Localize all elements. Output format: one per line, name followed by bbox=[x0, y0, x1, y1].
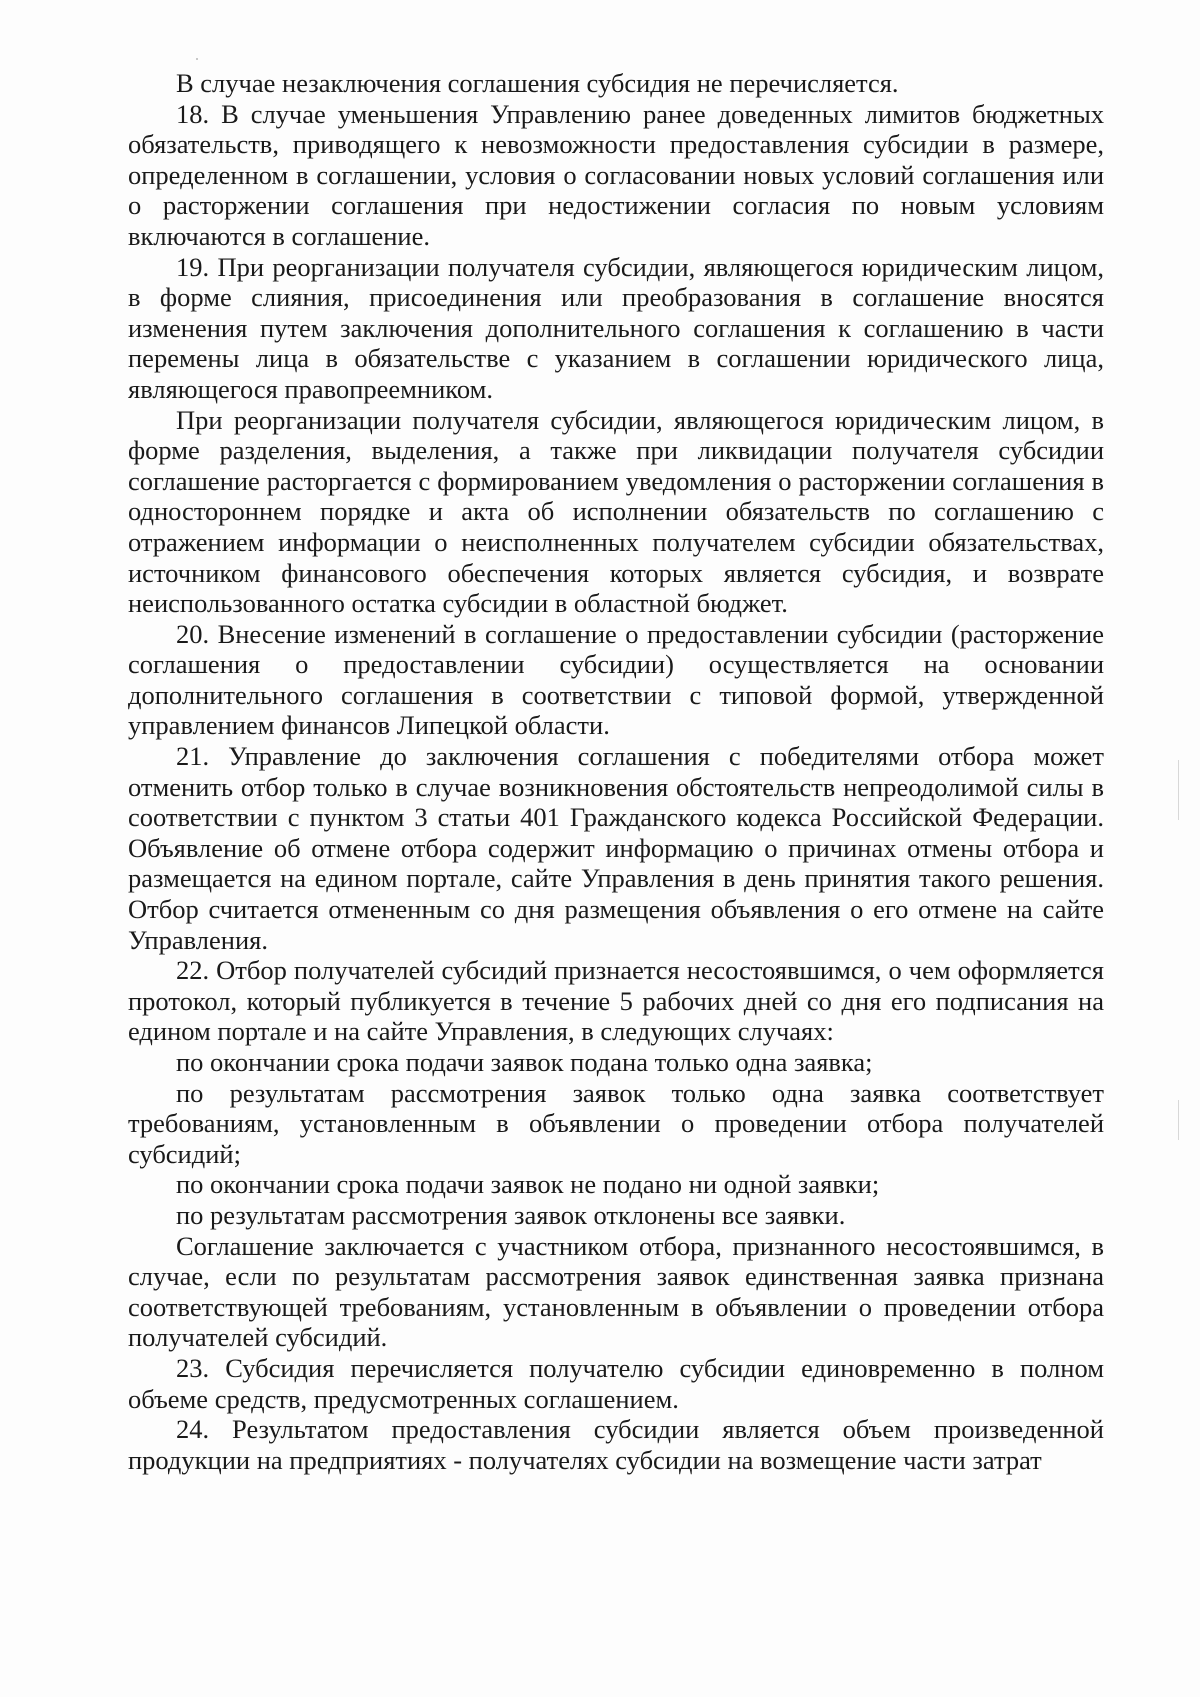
paragraph: 23. Субсидия перечисляется получателю субсидии единовременно в полном объеме средств, предусмотренных соглашением. bbox=[128, 1352, 1104, 1414]
paragraph: 22. Отбор получателей субсидий признается несостоявшимся, о чем оформляется протокол, который публикуется в течение 5 рабочих дней со дня его подписания на едином портале и на сайте Управления, в следующих случаях: bbox=[128, 955, 1104, 1047]
list-item: по результатам рассмотрения заявок отклонены все заявки. bbox=[176, 1199, 846, 1230]
paragraph: 20. Внесение изменений в соглашение о предоставлении субсидии (расторжение соглашения о предоставлении субсидии) осуществляется на основании дополнительного соглашения в соответствии с типовой формой, утвержденной управлением финансов Липецкой области. bbox=[128, 618, 1104, 741]
scan-edge-mark bbox=[1178, 760, 1179, 820]
paragraph: 24. Результатом предоставления субсидии является объем произведенной продукции на предприятиях - получателях субсидии на возмещение части затрат bbox=[128, 1414, 1104, 1475]
scan-artifact-dot bbox=[196, 58, 198, 60]
paragraph: 21. Управление до заключения соглашения с победителями отбора может отменить отбор только в случае возникновения обстоятельств непреодолимой силы в соответствии с пунктом 3 статьи 401 Гражданского кодекса Российской Федерации. Объявление об отмене отбора содержит информацию о причинах отмены отбора и размещается на едином портале, сайте Управления в день принятия такого решения. Отбор считается отмененным со дня размещения объявления о его отмене на сайте Управления. bbox=[128, 741, 1104, 955]
document-body bbox=[128, 68, 1104, 1475]
list-item: по окончании срока подачи заявок не подано ни одной заявки; bbox=[176, 1169, 880, 1200]
scan-edge-mark bbox=[1178, 1100, 1179, 1140]
paragraph: 18. В случае уменьшения Управлению ранее доведенных лимитов бюджетных обязательств, приводящего к невозможности предоставления субсидии в размере, определенном в соглашении, условия о согласовании новых условий соглашения или о расторжении соглашения при недостижении согласия по новым условиям включаются в соглашение. bbox=[128, 98, 1104, 251]
paragraph: 19. При реорганизации получателя субсидии, являющегося юридическим лицом, в форме слияния, присоединения или преобразования в соглашение вносятся изменения путем заключения дополнительного соглашения к соглашению в части перемены лица в обязательстве с указанием в соглашении юридического лица, являющегося правопреемником. bbox=[128, 251, 1104, 404]
list-item: по результатам рассмотрения заявок только одна заявка соответствует требованиям, установленным в объявлении о проведении отбора получателей субсидий; bbox=[128, 1077, 1104, 1169]
paragraph: В случае незаключения соглашения субсидия не перечисляется. bbox=[176, 68, 899, 98]
paragraph: При реорганизации получателя субсидии, являющегося юридическим лицом, в форме разделения, выделения, а также при ликвидации получателя субсидии соглашение расторгается с формированием уведомления о расторжении соглашения в одностороннем порядке и акта об исполнении обязательств по соглашению с отражением информации о неисполненных получателем субсидии обязательствах, источником финансового обеспечения которых является субсидия, и возврате неиспользованного остатка субсидии в областной бюджет. bbox=[128, 404, 1104, 619]
paragraph: Соглашение заключается с участником отбора, признанного несостоявшимся, в случае, если по результатам рассмотрения заявок единственная заявка признана соответствующей требованиям, установленным в объявлении о проведении отбора получателей субсидий. bbox=[128, 1230, 1104, 1353]
list-item: по окончании срока подачи заявок подана только одна заявка; bbox=[176, 1047, 873, 1077]
